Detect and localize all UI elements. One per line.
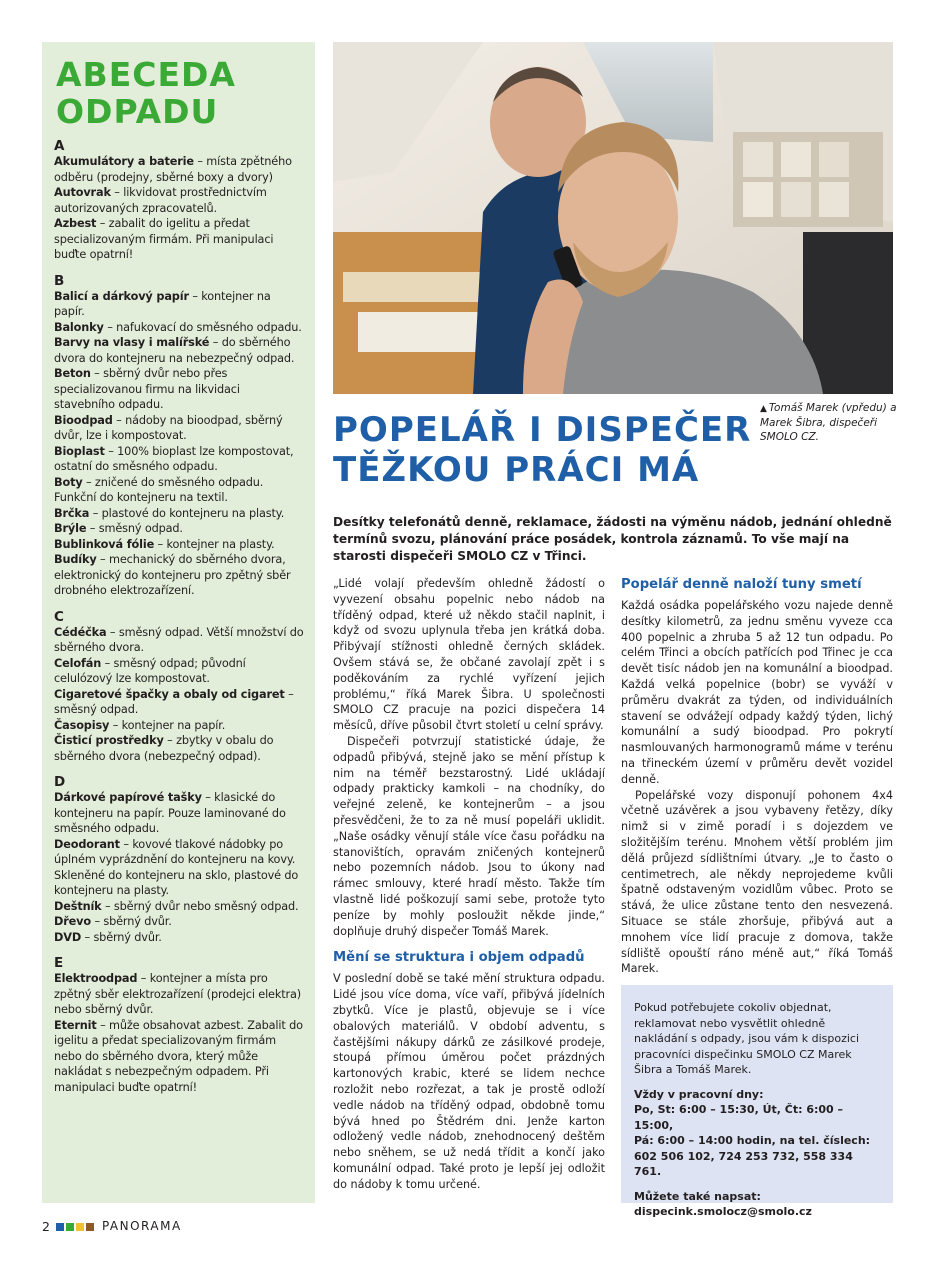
headline-line1: POPELÁŘ I DISPEČER [333,410,752,450]
caption-triangle-icon: ▲ [760,404,767,414]
entry-term: Eternit [54,1018,97,1032]
entry-term: DVD [54,930,82,944]
contact-info-box [621,985,893,1218]
sidebar-title [56,56,304,130]
entry-definition: – směsný odpad; původní celulózový lze kompostovat. [54,656,246,685]
contact-intro: Pokud potřebujete cokoliv objednat, reklamovat nebo vysvětlit ohledně nakládání s odpady, jsou vám k dispozici pracovníci dispečinku SMOLO CZ Marek Šibra a Tomáš Marek. [634,1001,860,1076]
waste-entry [54,625,304,656]
subheading-struktura: Mění se struktura i objem odpadů [333,950,585,966]
entry-term: Bublinková fólie [54,537,155,551]
footer-square [56,1223,64,1231]
contact-hours-title: Vždy v pracovní dny: [634,1087,764,1101]
waste-entry [54,899,304,915]
entry-term: Balonky [54,320,104,334]
waste-entry [54,335,304,366]
waste-entry [54,413,304,444]
article-photo [333,42,893,394]
entry-definition: – do sběrného dvora do kontejneru na nebezpečný odpad. [54,336,295,365]
footer-square [66,1223,74,1231]
waste-entry [54,444,304,475]
photo-caption [760,401,900,444]
entry-term: Časopisy [54,718,110,732]
entry-definition: – kovové tlakové nádobky po úplném vyprázdnění do kontejneru na kovy. Skleněné do kontejneru na sklo, plastové do kontejneru na plasty. [54,837,299,897]
article-paragraph: Každá osádka popelářského vozu najede denně desítky kilometrů, za jednu směnu vyveze cca 400 popelnic a zhruba 5 až 12 tun odpadu. Po celém Třinci a obcích patřících pod Třinec je cca devět tisíc nádob jen na komunální a bioodpad. Každá velká popelnice (bobr) se vyváží v průměru dvakrát za týden, od individuálních stavení se odvážejí odpady každý týden, lichý komunální a sudý bioodpad. Pro pokrytí nasmlouvaných harmonogramů máme v terénu na třineckém území v průměru devět vozidel denně. [621,599,893,786]
entry-term: Barvy na vlasy i malířské [54,336,210,349]
entry-term: Celofán [54,656,102,670]
entry-term: Bioodpad [54,413,113,427]
entry-definition: – nafukovací do směsného odpadu. [103,320,302,334]
article-paragraph: V poslední době se také mění struktura odpadu. Lidé jsou více doma, více vaří, přibývá jídelních zbytků. Více je plastů, objevuje se i více obalových materiálů. V období adventu, s častějšími nákupy dárků ze zásilkové prodeje, stoupá přímou úměrou počet prázdných kartonových krabic, které se lidem nechce rozložit nebo rozřezat, a tak je prostě odloží vedle nádob na tříděný odpad, obdobně tomu bývá hned po Štědrém dni. Jenže karton odložený vedle nádob, znehodnocený deštěm nebo sněhem, se už nedá třídit a končí jako komunální odpad. Také proto je lepší jej odložit do nádoby k tomu určené. [333,972,605,1191]
contact-phones: 602 506 102, 724 253 732, 558 334 761. [634,1149,853,1178]
caption-text: Tomáš Marek (vpředu) a Marek Šibra, dispečeři SMOLO CZ. [760,402,897,443]
abeceda-odpadu-sidebar [42,42,315,1203]
article-column-left [333,576,605,1192]
entry-definition: – kontejner na plasty. [154,537,275,551]
page-footer [42,1218,182,1234]
entry-definition: – 100% bioplast lze kompostovat, ostatní do směsného odpadu. [54,444,294,473]
entry-term: Deštník [54,899,102,913]
waste-entry [54,537,304,553]
entry-term: Dárkové papírové tašky [54,791,202,804]
article-paragraph: Popelářské vozy disponují pohonem 4x4 včetně uzávěrek a jsou vybaveny řetězy, díky nimž si v zimě poradí i s dojezdem ve složitějším terénu. Mnohem větší problém jim dělá průjezd sídlištními útvary. „Je to často o centimetrech, ale někdy neprojedeme kvůli špatně odstaveným vozidlům vůbec. Proto se stává, že ulice zůstane tento den nesvezená. Situace se stále zhoršuje, přibývá aut a mnohem více lidí pracuje z domova, takže sídliště opouští ráno méně aut,“ říká Tomáš Marek. [621,788,893,976]
entry-term: Bioplast [54,444,105,458]
entry-term: Cédéčka [54,625,107,639]
waste-entry [54,185,304,216]
article-lead: Desítky telefonátů denně, reklamace, žádosti na výměnu nádob, jednání ohledně termínů svozu, plánování práce posádek, kontrola záznamů. To vše mají na starosti dispečeři SMOLO CZ v Třinci. [333,515,892,563]
entry-definition: – místa zpětného odběru (prodejny, sběrné boxy a dvory) [54,155,292,184]
entry-term: Balicí a dárkový papír [54,289,189,303]
waste-entry [54,733,304,764]
entry-definition: – mechanický do sběrného dvora, elektronický do kontejneru pro zpětný sběr drobného elektrozařízení. [54,553,291,597]
letter-group-c [54,609,304,765]
headline-line2: TĚŽKOU PRÁCI MÁ [333,450,700,490]
entry-term: Cigaretové špačky a obaly od cigaret [54,687,285,701]
entry-definition: – klasické do kontejneru na papír. Pouze laminované do směsného odpadu. [54,791,286,835]
sidebar-title-line1: ABECEDA [56,55,236,94]
waste-entry [54,790,304,837]
entry-definition: – může obsahovat azbest. Zabalit do igelitu a předat specializovaným firmám nebo do sběrného dvora, který může nakládat s nebezpečným odpadem. Při manipulaci buďte opatrní! [54,1018,303,1094]
entry-definition: – směsný odpad. Větší množství do sběrného dvora. [54,625,304,654]
group-letter: C [54,608,64,625]
entry-term: Elektroodpad [54,972,138,985]
entry-definition: – sběrný dvůr. [91,915,172,928]
entry-definition: – směsný odpad. [54,687,294,716]
sidebar-groups [54,138,304,1095]
contact-hours-line2: Pá: 6:00 – 14:00 hodin, na tel. číslech: [634,1134,871,1147]
entry-definition: – kontejner na papír. [54,289,271,318]
waste-entry [54,154,304,185]
waste-entry [54,971,304,1018]
waste-entry [54,289,304,320]
letter-group-a [54,138,304,263]
entry-term: Azbest [54,217,97,230]
group-letter: B [54,272,65,289]
entry-definition: – zabalit do igelitu a předat specializovaným firmám. Při manipulaci buďte opatrní! [54,217,274,261]
waste-entry [54,1018,304,1096]
entry-term: Boty [54,475,83,489]
entry-term: Deodorant [54,837,120,851]
waste-entry [54,930,304,946]
waste-entry [54,320,304,336]
entry-term: Beton [54,367,91,380]
waste-entry [54,914,304,930]
article-column-right [621,576,893,977]
footer-brand: PANORAMA [101,1219,182,1233]
entry-definition: – zbytky v obalu do sběrného dvora (nebezpečný odpad). [54,734,274,763]
waste-entry [54,475,304,506]
group-letter: E [54,955,64,971]
footer-square [86,1223,94,1231]
subheading-popelar: Popelář denně naloží tuny smetí [621,577,862,592]
footer-square [76,1223,84,1231]
entry-definition: – sběrný dvůr nebo přes specializovanou firmu na likvidaci stavebního odpadu. [54,367,240,411]
group-letter: A [54,138,65,154]
letter-group-b [54,273,304,599]
waste-entry [54,521,304,537]
article-paragraph: „Lidé volají především ohledně žádostí o vyvezení obsahu popelnic nebo nádob na tříděný odpad, které už někdo stačil naplnit, i když od svozu uplynula třeba jen krátká doba. Přibývají stížnosti ohledně černých skládek. Ovšem stává se, že občané zavolají zpět i s poděkováním za rychlé vyřízení jejich problému,“ říká Marek Šibra. U společnosti SMOLO CZ pracuje na pozici dispečera 14 měsíců, dříve působil čtvrt století u celní správy. [333,577,605,733]
entry-definition: – likvidovat prostřednictvím autorizovaných zpracovatelů. [54,186,267,215]
page-number: 2 [42,1218,50,1234]
entry-term: Akumulátory a baterie [54,155,194,168]
entry-term: Dřevo [54,915,91,928]
entry-term: Čisticí prostředky [54,734,164,747]
entry-definition: – sběrný dvůr. [81,930,162,944]
waste-entry [54,552,304,599]
waste-entry [54,366,304,413]
entry-term: Brčka [54,506,90,520]
entry-definition: – směsný odpad. [86,522,183,535]
waste-entry [54,837,304,899]
group-letter: D [54,774,66,790]
waste-entry [54,687,304,718]
contact-email-title: Můžete také napsat: [634,1189,761,1203]
entry-term: Brýle [54,522,87,535]
entry-definition: – sběrný dvůr nebo směsný odpad. [101,899,299,913]
entry-term: Budíky [54,553,97,566]
sidebar-title-line2: ODPADU [56,92,219,131]
waste-entry [54,506,304,522]
entry-definition: – nádoby na bioodpad, sběrný dvůr, lze i kompostovat. [54,413,283,442]
article-paragraph: Dispečeři potvrzují statistické údaje, že odpadů přibývá, stejně jako se mění přístup k nim na téměř bezstarostný. Lidé ukládají odpady prakticky kamkoli – na chodníky, do veřejné zeleně, ke kontejnerům – a jsou přesvědčeni, že to za ně musí popeláři uklidit. „Naše osádky věnují stále více času pořádku na stanovištích, opravám zničených kontejnerů nebo pozemních nádob. Jsou to úkony nad rámec smlouvy, které hradí město. Takže tím vlastně lidé poškozují sami sebe, protože tyto peníze by mohly posloužit někde jinde,“ doplňuje druhý dispečer Tomáš Marek. [333,734,605,938]
letter-group-e [54,955,304,1095]
entry-definition: – kontejner a místa pro zpětný sběr elektrozařízení (prodejci elektra) nebo sběrný dvůr. [54,972,302,1016]
footer-color-squares [56,1219,96,1234]
entry-term: Autovrak [54,186,111,199]
entry-definition: – kontejner na papír. [109,718,226,732]
waste-entry [54,216,304,263]
article-headline [333,410,753,490]
entry-definition: – plastové do kontejneru na plasty. [89,506,285,520]
waste-entry [54,718,304,734]
entry-definition: – zničené do směsného odpadu. Funkční do kontejneru na textil. [54,475,264,504]
waste-entry [54,656,304,687]
photo-illustration [333,42,893,394]
contact-email[interactable]: dispecink.smolocz@smolo.cz [634,1205,812,1218]
contact-hours-line1: Po, St: 6:00 – 15:30, Út, Čt: 6:00 – 15:00, [634,1103,844,1132]
letter-group-d [54,774,304,945]
